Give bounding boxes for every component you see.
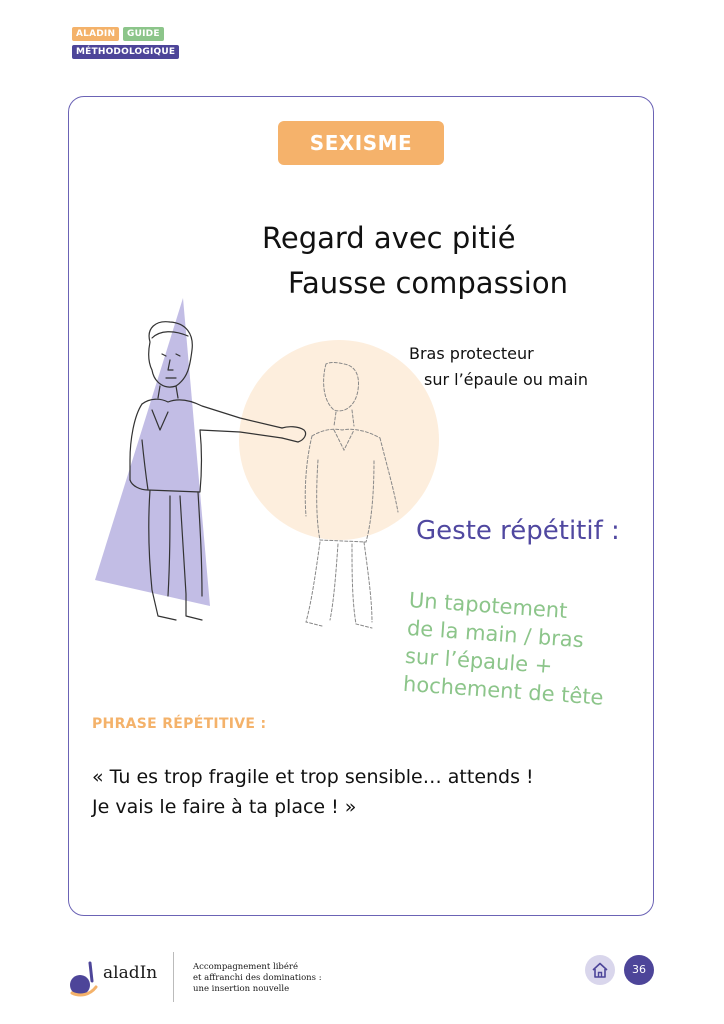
title-line-1: Regard avec pitié [262, 221, 516, 255]
home-icon [591, 961, 609, 979]
gesture-line-3: sur l’épaule + [404, 643, 554, 679]
footer-divider [173, 952, 174, 1002]
quote-line-2: Je vais le faire à ta place ! » [92, 796, 357, 818]
footer-tagline-line-3: une insertion nouvelle [193, 984, 290, 994]
tag-guide: GUIDE [123, 27, 164, 41]
footer-tagline-line-1: Accompagnement libéré [193, 962, 298, 972]
illustration [90, 290, 450, 650]
note-line-2: sur l’épaule ou main [424, 370, 588, 389]
footer-tagline [193, 962, 322, 995]
note-line-1: Bras protecteur [409, 344, 534, 363]
home-button[interactable] [585, 955, 615, 985]
gesture-description [402, 586, 649, 714]
page-number: 36 [624, 955, 654, 985]
gesture-line-2: de la main / bras [406, 615, 585, 653]
category-badge: SEXISME [278, 121, 444, 165]
footer-tagline-line-2: et affranchi des dominations : [193, 973, 322, 983]
logo-text: aladIn [103, 963, 158, 983]
quote-line-1: « Tu es trop fragile et trop sensible… attends ! [92, 766, 534, 788]
tag-methodologique: MÉTHODOLOGIQUE [72, 45, 179, 59]
tag-aladin: ALADIN [72, 27, 119, 41]
title-line-2: Fausse compassion [288, 266, 568, 300]
gesture-title: Geste répétitif : [416, 516, 620, 546]
quote [92, 762, 534, 822]
gesture-line-1: Un tapotement [408, 587, 569, 624]
gesture-line-4: hochement de tête [402, 671, 605, 710]
phrase-label: PHRASE RÉPÉTITIVE : [92, 716, 267, 732]
